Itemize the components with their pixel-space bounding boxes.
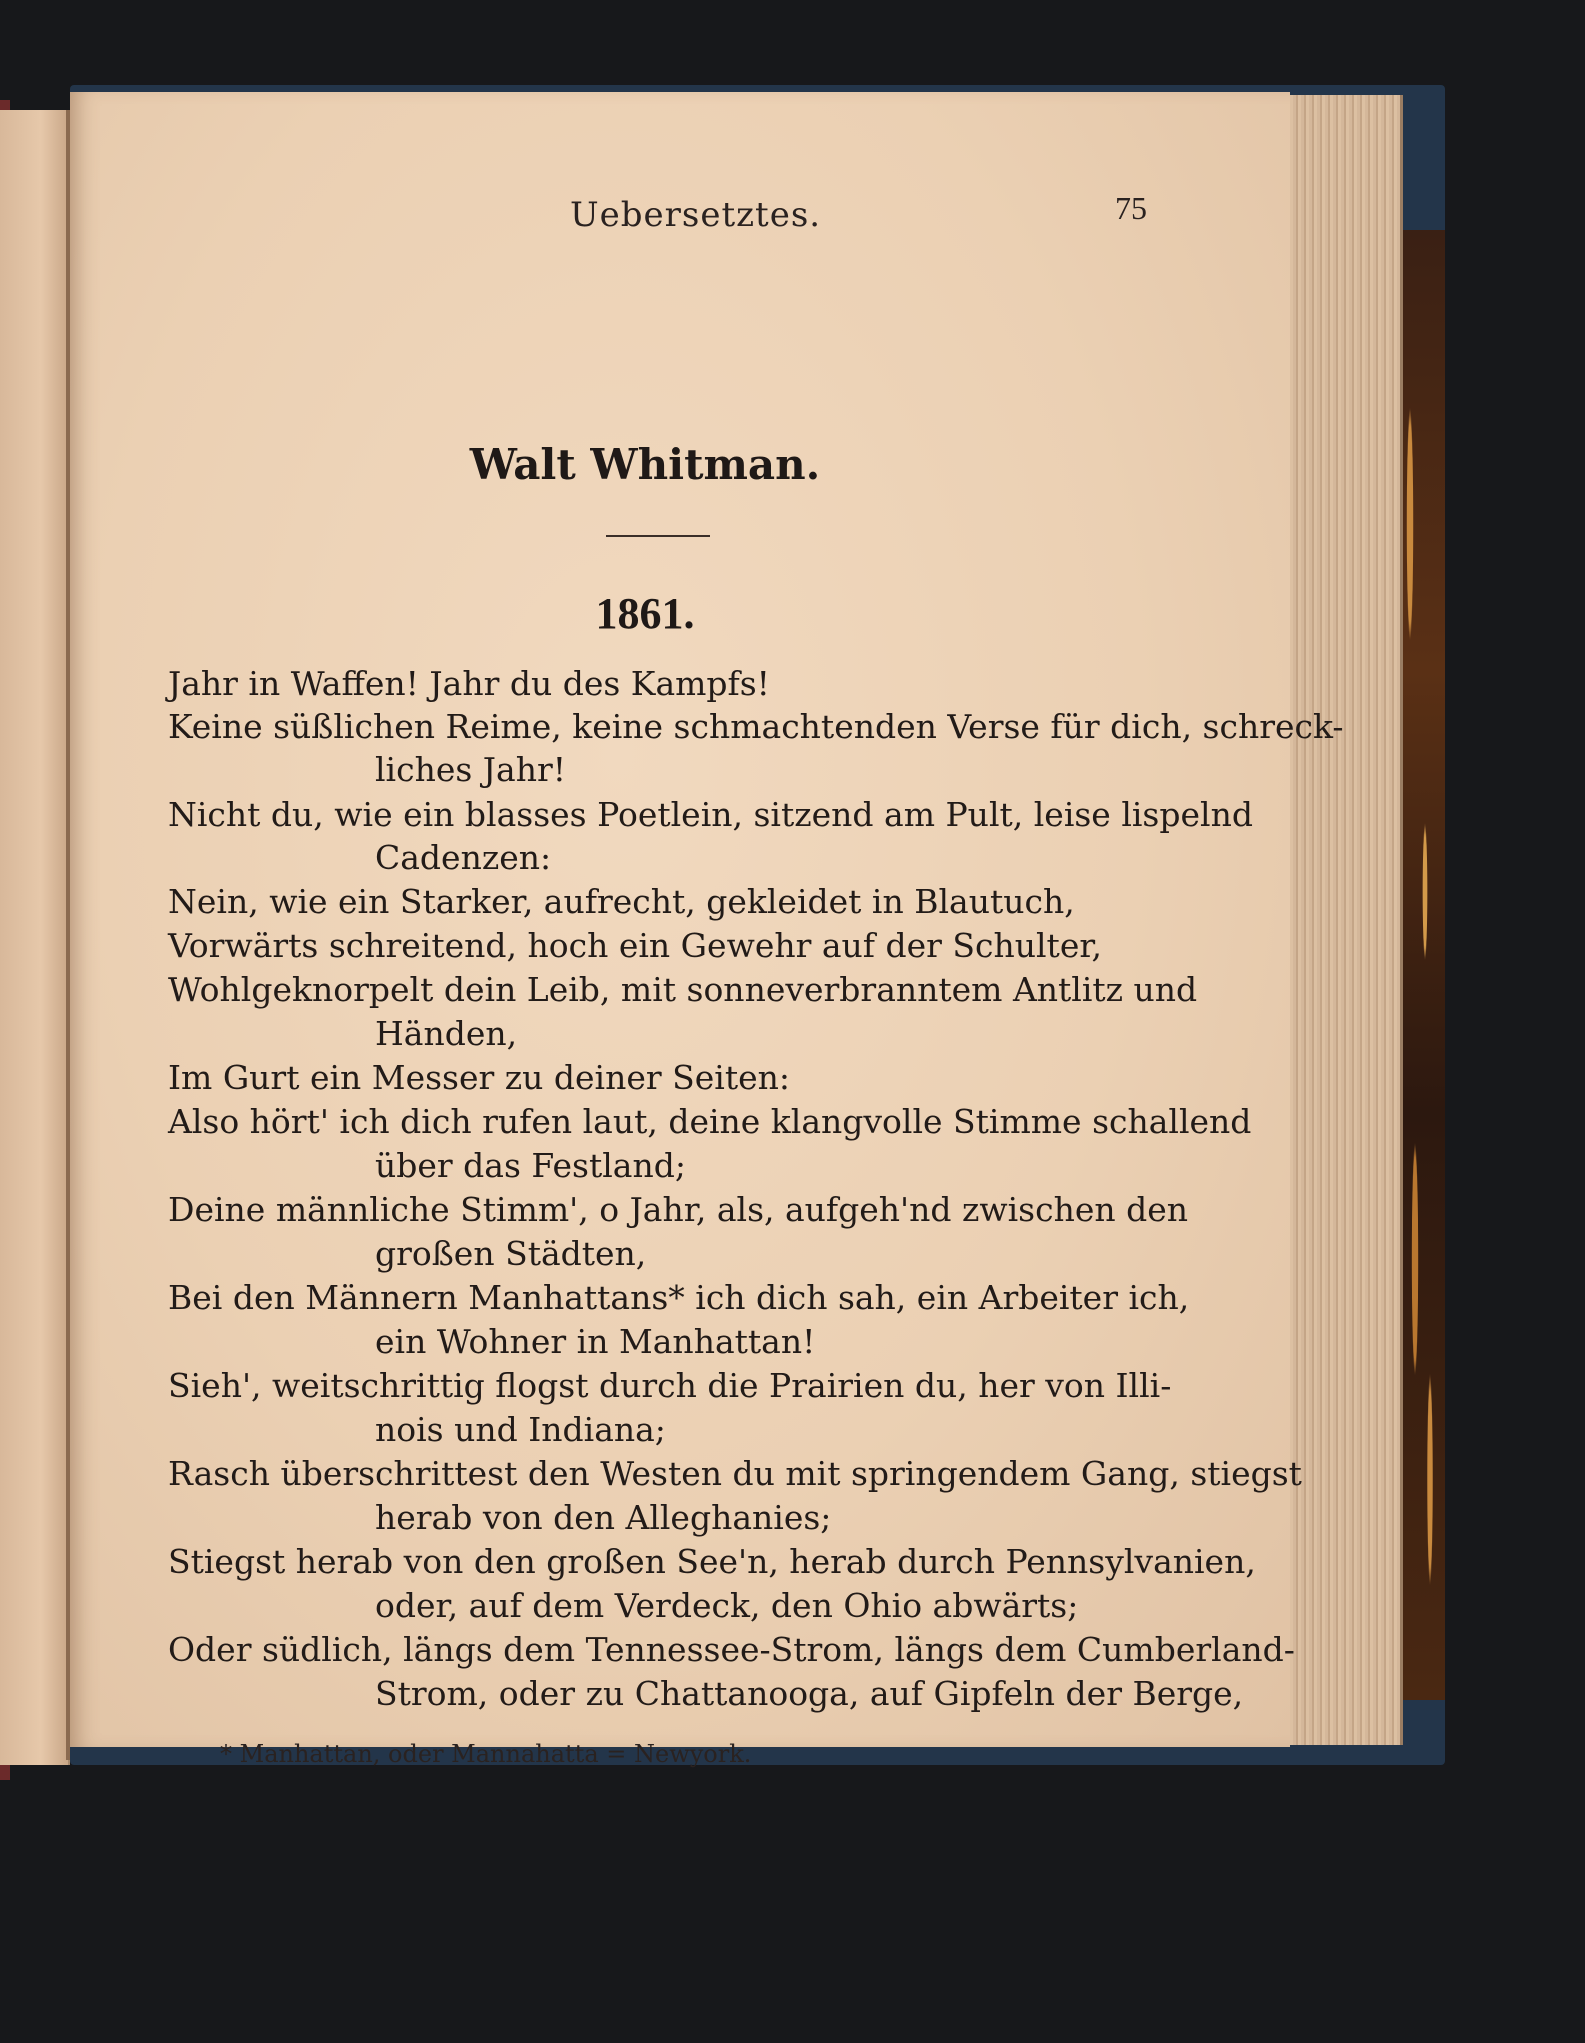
poem-line: Deine männliche Stimm', o Jahr, als, aufgeh'nd zwischen den [168, 1190, 1189, 1229]
poem-line: Bei den Männern Manhattans* ich dich sah, ein Arbeiter ich, [168, 1278, 1190, 1317]
footnote: * Manhattan, oder Mannahatta = Newyork. [220, 1740, 752, 1768]
poem-line: Keine süßlichen Reime, keine schmachtenden Verse für dich, schreck- [168, 707, 1344, 746]
poem-line: großen Städten, [375, 1234, 647, 1273]
poem-line: ein Wohner in Manhattan! [375, 1322, 816, 1361]
poem-line: Sieh', weitschrittig flogst durch die Prairien du, her von Illi- [168, 1366, 1172, 1405]
poem-line: Also hört' ich dich rufen laut, deine klangvolle Stimme schallend [168, 1102, 1252, 1141]
heading-rule [606, 535, 710, 537]
poem-line: über das Festland; [375, 1146, 686, 1185]
poem-line: liches Jahr! [375, 750, 566, 789]
poem-line: Wohlgeknorpelt dein Leib, mit sonneverbranntem Antlitz und [168, 970, 1198, 1009]
poem-line: Im Gurt ein Messer zu deiner Seiten: [168, 1058, 791, 1097]
poem-line: Nein, wie ein Starker, aufrecht, gekleidet in Blautuch, [168, 882, 1075, 921]
gutter [66, 110, 70, 1760]
poem-line: oder, auf dem Verdeck, den Ohio abwärts; [375, 1586, 1079, 1625]
poem-line: Oder südlich, längs dem Tennessee-Strom, längs dem Cumberland- [168, 1630, 1295, 1669]
poem-line: Händen, [375, 1014, 518, 1053]
poem-line: Nicht du, wie ein blasses Poetlein, sitzend am Pult, leise lispelnd [168, 795, 1253, 834]
running-head: Uebersetztes. [570, 195, 822, 235]
page-number: 75 [1115, 190, 1147, 226]
poem-line: Jahr in Waffen! Jahr du des Kampfs! [168, 664, 770, 703]
poem-line: Strom, oder zu Chattanooga, auf Gipfeln der Berge, [375, 1674, 1244, 1713]
poem-line: nois und Indiana; [375, 1410, 666, 1449]
author-heading: Walt Whitman. [469, 440, 821, 489]
left-facing-page [0, 110, 70, 1765]
poem-line: Rasch überschrittest den Westen du mit springendem Gang, stiegst [168, 1454, 1302, 1493]
poem-line: Stiegst herab von den großen See'n, herab durch Pennsylvanien, [168, 1542, 1256, 1581]
poem-line: Vorwärts schreitend, hoch ein Gewehr auf der Schulter, [168, 926, 1102, 965]
poem-title: 1861. [595, 589, 695, 638]
poem-line: Cadenzen: [375, 838, 552, 877]
page-stack-edge [1285, 95, 1403, 1745]
poem-line: herab von den Alleghanies; [375, 1498, 832, 1537]
